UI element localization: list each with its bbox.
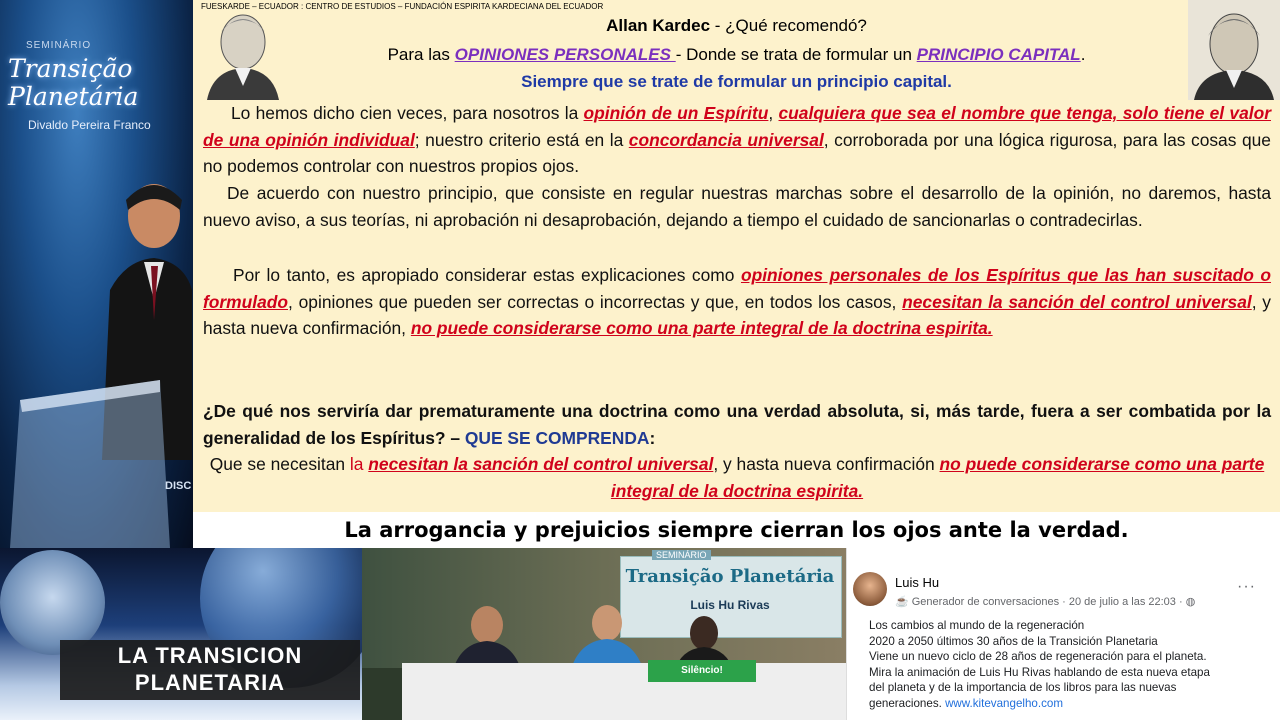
p3-text-a: Por lo tanto, es apropiado considerar estas explicaciones como [233,265,741,285]
conclusion-text-b: la [349,454,369,474]
seminar-speaker-name: Luis Hu Rivas [690,598,770,612]
subtitle-principio: PRINCIPIO CAPITAL [916,45,1081,64]
conclusion-highlight-doctrina: no puede considerarse como una parte integral de la doctrina espirita. [610,454,1265,501]
title-author: Allan Kardec [606,16,711,35]
conclusion-text-d: , y hasta nueva confirmación [713,454,940,474]
p3-highlight-opiniones: opiniones personales de los Espíritus que las han suscitado o formulado [203,265,1271,312]
cover-title: Transição Planetária [8,54,139,111]
post-author-name[interactable]: Luis Hu [895,575,940,590]
question-emphasis: QUE SE COMPRENDA [464,427,650,448]
paragraph-3 [203,262,1271,342]
post-line: Los cambios al mundo de la regeneración [869,619,1085,632]
subtitle-line [193,45,1280,65]
cover-seminario-label: SEMINÁRIO [26,40,92,51]
p1-text-a: Lo hemos dicho cien veces, para nosotros la [231,103,584,123]
subtitle-part-a: Para las [387,45,455,64]
p1-highlight-individual: cualquiera que sea el nombre que tenga, solo tiene el valor de una opinión individual [203,103,1271,150]
post-meta: ☕ Generador de conversaciones · 20 de julio a las 22:03 · ◍ [895,596,1196,608]
p1-text-g: , corroborada por una lógica rigurosa, para las cosas que no podemos controlar con nuestros propios ojos. [203,129,1271,176]
question-colon: : [649,427,656,448]
conclusion-paragraph [203,451,1271,504]
p1-text-e: ; nuestro criterio está en la [414,129,629,150]
cover-disc-label: DISC [165,480,192,492]
subtitle-period: . [1080,45,1086,64]
more-options-icon[interactable]: ··· [1237,578,1256,595]
silence-sign: Silêncio! [648,660,756,682]
cover-author: Divaldo Pereira Franco [28,118,151,132]
banner-line-2: PLANETARIA [134,670,286,695]
panel-table [402,663,846,720]
p1-highlight-opinion: opinión de un Espíritu [583,103,769,123]
conclusion-text-a: Que se necesitan [209,454,350,474]
post-line: Mira la animación de Luis Hu Rivas hablando de esta nueva etapa [869,665,1210,679]
paragraph-1 [203,100,1271,180]
question-text: ¿De qué nos serviría dar prematuramente una doctrina como una verdad absoluta, si, más tarde, fuera a ser combatida por la generalidad de los Espíritus? – [203,401,1271,448]
paragraph-2: De acuerdo con nuestro principio, que consiste en regular nuestras marchas sobre el desarrollo de la opinión, no daremos, hasta nuevo aviso, a sus teorías, ni aprobación ni desaprobación, dejando a tiempo el cuidado de sancionarlas o contradecirlas. [203,183,1271,230]
avatar[interactable] [853,572,887,606]
title-line [193,16,1280,36]
title-question: - ¿Qué recomendó? [710,16,867,35]
question-paragraph [203,398,1271,451]
post-line: del planeta y de la importancia de los libros para las nuevas [869,681,1177,694]
p3-text-c: , opiniones que pueden ser correctas o incorrectas y que, en todos los casos, [288,291,903,312]
p3-text-e: , y hasta nueva confirmación, [203,291,1272,338]
post-line: Viene un nuevo ciclo de 28 años de regeneración para el planeta. [869,650,1207,663]
subtitle-opiniones: OPINIONES PERSONALES [454,45,676,64]
seminar-photo [362,548,846,720]
subtitle-part-c: - Donde se trata de formular un [675,45,917,64]
seminar-cover-image [0,0,193,548]
p3-highlight-sancion: necesitan la sanción del control universal [902,291,1252,312]
post-body [869,618,1275,711]
post-link[interactable]: www.kitevangelho.com [945,696,1063,710]
p3-highlight-doctrina: no puede considerarse como una parte integral de la doctrina espirita. [410,318,993,338]
post-line: 2020 a 2050 últimos 30 años de la Transición Planetaria [869,634,1158,648]
transicion-banner-image [0,548,362,720]
conclusion-highlight-sancion: necesitan la sanción del control universal [368,454,714,474]
article-panel [193,0,1280,512]
slogan: La arrogancia y prejuicios siempre cierran los ojos ante la verdad. [344,518,1129,542]
post-line-last [869,696,1275,712]
p1-text-c: , [768,103,779,123]
banner-line-1: LA TRANSICION [117,643,303,668]
glass-podium [10,380,170,548]
seminar-title: Transição Planetária [625,566,835,587]
facebook-post-card [846,548,1280,720]
organization-header: FUESKARDE – ECUADOR : CENTRO DE ESTUDIOS – FUNDACIÓN ESPIRITA KARDECIANA DEL ECUADOR [201,2,604,11]
p1-highlight-concordancia: concordancia universal [628,129,824,150]
principle-line: Siempre que se trate de formular un principio capital. [521,72,952,91]
post-last-text: generaciones. [869,696,946,710]
seminar-tag: SEMINÁRIO [652,550,711,560]
